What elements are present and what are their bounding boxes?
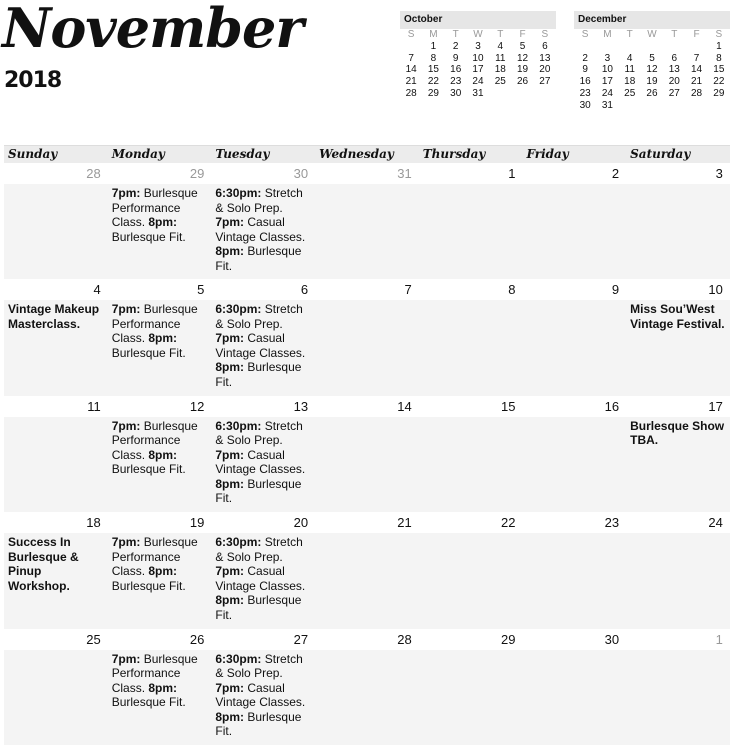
day-number: 12 xyxy=(189,398,205,414)
day-number: 5 xyxy=(197,282,205,298)
event-title: 8pm: xyxy=(215,593,245,608)
mini-day: 27 xyxy=(668,87,680,99)
event-description: Casual Vintage Classes. xyxy=(215,564,306,593)
day-cell xyxy=(522,533,626,628)
day-cell xyxy=(4,300,108,395)
day-cell xyxy=(4,417,108,512)
day-number: 29 xyxy=(189,166,205,181)
mini-day xyxy=(685,100,707,112)
mini-day: 1 xyxy=(716,40,722,52)
mini-day: 25 xyxy=(494,76,506,88)
day-cell xyxy=(626,300,730,395)
weekday-label: Thursday xyxy=(422,147,486,161)
event-description: Casual Vintage Classes. xyxy=(215,680,306,710)
day-number: 15 xyxy=(500,398,516,414)
mini-day: 26 xyxy=(516,76,529,88)
day-number: 13 xyxy=(293,398,309,414)
weekday-label: Friday xyxy=(526,147,569,161)
mini-day: 8 xyxy=(716,52,722,64)
day-number: 3 xyxy=(715,166,723,181)
mini-day: 24 xyxy=(601,87,613,99)
day-number: 25 xyxy=(86,631,101,647)
mini-day: 10 xyxy=(472,52,484,64)
mini-day: 4 xyxy=(626,52,633,64)
day-events-row xyxy=(4,184,730,279)
mini-week-row xyxy=(574,88,730,100)
day-number: 19 xyxy=(189,515,205,531)
weekday-label: Sunday xyxy=(8,147,58,161)
event-description: Casual Vintage Classes. xyxy=(215,331,306,360)
mini-day: 17 xyxy=(601,76,613,88)
week-row xyxy=(4,279,730,395)
month-grid xyxy=(4,145,730,745)
day-number: 4 xyxy=(93,282,101,298)
day-cell xyxy=(211,300,315,395)
day-number: 1 xyxy=(715,631,723,647)
event-title: Burlesque Show TBA. xyxy=(630,418,725,448)
event-description: Burlesque Performance Class. xyxy=(111,302,198,346)
day-number: 17 xyxy=(708,398,723,414)
event-title: 8pm: xyxy=(148,447,178,462)
mini-calendar-october xyxy=(400,11,556,100)
mini-day: 6 xyxy=(542,40,548,52)
mini-day: 11 xyxy=(495,52,506,64)
day-cell xyxy=(211,650,315,745)
mini-day xyxy=(685,41,707,53)
day-cell xyxy=(211,417,315,512)
mini-day: 13 xyxy=(539,52,551,64)
mini-day: 29 xyxy=(713,87,725,99)
day-cell xyxy=(522,650,626,745)
mini-weekday: W xyxy=(473,29,483,40)
mini-day xyxy=(489,88,511,100)
event-description: Stretch & Solo Prep. xyxy=(215,302,303,331)
mini-day: 30 xyxy=(450,87,462,99)
mini-day: 7 xyxy=(408,52,414,64)
mini-day: 20 xyxy=(539,64,551,76)
day-cell xyxy=(108,417,212,512)
event-title: 7pm: xyxy=(215,564,245,579)
event-title: 8pm: xyxy=(215,360,245,375)
event-title: 7pm: xyxy=(111,418,141,433)
day-number-row xyxy=(4,629,730,650)
mini-day: 10 xyxy=(601,64,613,76)
mini-day: 23 xyxy=(579,87,591,99)
mini-calendar-december xyxy=(574,11,730,112)
mini-day: 13 xyxy=(668,64,680,76)
day-number-row xyxy=(4,163,730,184)
mini-day: 18 xyxy=(494,64,506,76)
mini-day: 17 xyxy=(472,64,484,76)
event-description: Burlesque Performance Class. xyxy=(111,186,198,229)
mini-day: 31 xyxy=(472,87,484,99)
mini-day xyxy=(619,41,641,53)
day-number: 9 xyxy=(611,282,620,298)
mini-day xyxy=(534,88,556,100)
mini-day: 12 xyxy=(646,64,658,76)
mini-week-row xyxy=(400,64,556,76)
mini-day: 15 xyxy=(427,64,439,76)
mini-day: 5 xyxy=(519,40,526,52)
day-number-row xyxy=(4,512,730,533)
event-title: 6:30pm: xyxy=(215,418,262,433)
event-description: Stretch & Solo Prep. xyxy=(215,186,303,215)
day-number: 31 xyxy=(397,166,412,181)
mini-week-row xyxy=(400,53,556,65)
mini-week-row xyxy=(574,53,730,65)
event-description: Burlesque Fit. xyxy=(215,244,302,273)
year-label: 2018 xyxy=(4,68,62,93)
event-description: Stretch & Solo Prep. xyxy=(215,651,303,681)
day-cell xyxy=(4,650,108,745)
day-cell xyxy=(522,417,626,512)
mini-week-row xyxy=(574,100,730,112)
mini-week-row xyxy=(574,64,730,76)
event-title: 7pm: xyxy=(215,215,245,229)
mini-day: 24 xyxy=(472,76,484,88)
mini-day: 22 xyxy=(427,76,439,88)
mini-day: 16 xyxy=(579,76,591,88)
mini-weekday-row xyxy=(400,29,556,41)
day-cell xyxy=(315,533,419,628)
mini-day: 9 xyxy=(452,52,459,64)
day-cell xyxy=(522,300,626,395)
event-description: Burlesque Fit. xyxy=(215,593,302,622)
event-title: 7pm: xyxy=(111,302,141,317)
mini-day: 12 xyxy=(516,52,529,64)
day-number: 28 xyxy=(397,631,412,647)
weekday-label: Wednesday xyxy=(319,147,394,161)
mini-day: 31 xyxy=(601,99,613,111)
mini-day: 28 xyxy=(405,87,417,99)
mini-weekday: T xyxy=(452,29,459,40)
mini-day: 16 xyxy=(450,64,462,76)
day-number: 2 xyxy=(611,166,620,181)
event-title: 8pm: xyxy=(215,709,245,724)
day-events-row xyxy=(4,533,730,628)
week-row xyxy=(4,629,730,745)
event-description: Burlesque Fit. xyxy=(111,695,186,710)
event-title: 6:30pm: xyxy=(215,535,262,550)
day-cell xyxy=(419,650,523,745)
event-description: Burlesque Fit. xyxy=(215,476,302,506)
mini-day xyxy=(574,41,596,53)
day-number: 23 xyxy=(604,515,620,531)
mini-day xyxy=(641,100,663,112)
mini-weekday: S xyxy=(715,29,723,40)
mini-day: 5 xyxy=(649,52,655,64)
day-number-row xyxy=(4,396,730,417)
day-number: 10 xyxy=(708,282,723,298)
event-description: Casual Vintage Classes. xyxy=(215,215,306,244)
mini-day: 11 xyxy=(624,64,635,76)
month-title: November xyxy=(2,0,303,60)
event-title: 8pm: xyxy=(148,680,178,695)
mini-day: 2 xyxy=(452,40,459,52)
mini-day: 28 xyxy=(690,87,703,99)
event-description: Burlesque Fit. xyxy=(215,360,302,389)
week-row xyxy=(4,512,730,628)
day-cell xyxy=(419,417,523,512)
event-description: Stretch & Solo Prep. xyxy=(215,418,303,448)
mini-weekday: T xyxy=(626,29,633,40)
mini-day: 22 xyxy=(713,76,725,88)
event-title: 7pm: xyxy=(111,651,141,666)
day-cell xyxy=(315,300,419,395)
day-number: 26 xyxy=(189,631,205,647)
event-description: Burlesque Fit. xyxy=(111,229,186,244)
mini-day xyxy=(641,41,663,53)
day-number: 30 xyxy=(604,631,620,647)
event-description: Burlesque Performance Class. xyxy=(111,535,198,579)
day-cell xyxy=(626,184,730,279)
day-cell xyxy=(419,533,523,628)
day-number: 22 xyxy=(500,515,516,531)
day-number: 7 xyxy=(404,282,412,298)
day-cell xyxy=(4,184,108,279)
mini-weekday: S xyxy=(541,29,549,40)
event-title: 7pm: xyxy=(111,535,141,550)
mini-day: 4 xyxy=(497,40,504,52)
event-title: Vintage Makeup Masterclass. xyxy=(8,302,100,331)
mini-day: 6 xyxy=(671,52,678,64)
day-number: 24 xyxy=(708,515,723,531)
day-cell xyxy=(315,650,419,745)
mini-weekday: F xyxy=(693,29,700,40)
mini-day: 30 xyxy=(579,99,591,111)
event-description: Casual Vintage Classes. xyxy=(215,447,306,477)
mini-calendar-title: October xyxy=(400,11,556,29)
mini-weekday-row xyxy=(574,29,730,41)
day-cell xyxy=(315,417,419,512)
mini-day: 8 xyxy=(430,52,437,64)
day-cell xyxy=(211,533,315,628)
day-cell xyxy=(626,417,730,512)
mini-day xyxy=(663,41,685,53)
event-title: 8pm: xyxy=(148,564,178,579)
event-title: 8pm: xyxy=(148,215,178,229)
day-number: 6 xyxy=(300,282,309,298)
mini-weekday: S xyxy=(581,29,589,40)
mini-weekday: W xyxy=(647,29,657,40)
mini-day: 23 xyxy=(450,76,462,88)
mini-week-row xyxy=(400,76,556,88)
day-number: 29 xyxy=(500,631,516,647)
mini-day: 19 xyxy=(646,76,658,88)
day-events-row xyxy=(4,417,730,512)
day-cell xyxy=(4,533,108,628)
mini-day xyxy=(596,41,618,53)
event-title: 8pm: xyxy=(215,244,245,258)
day-number: 30 xyxy=(293,166,309,181)
event-description: Burlesque Performance Class. xyxy=(111,418,198,462)
day-number: 11 xyxy=(87,398,101,414)
day-cell xyxy=(108,184,212,279)
mini-day xyxy=(619,100,641,112)
mini-week-row xyxy=(574,41,730,53)
week-row xyxy=(4,396,730,512)
mini-day: 7 xyxy=(693,52,700,64)
event-description: Burlesque Fit. xyxy=(111,345,186,360)
mini-day: 27 xyxy=(539,76,551,88)
event-title: 7pm: xyxy=(215,680,245,695)
mini-day: 25 xyxy=(624,87,636,99)
mini-weekday: M xyxy=(429,29,438,40)
day-events-row xyxy=(4,650,730,745)
mini-day: 14 xyxy=(405,64,417,76)
mini-day: 19 xyxy=(516,64,529,76)
weekday-header-row xyxy=(4,145,730,163)
day-number: 21 xyxy=(397,515,412,531)
event-description: Burlesque Fit. xyxy=(111,578,186,593)
event-title: 6:30pm: xyxy=(215,651,262,666)
event-title: 6:30pm: xyxy=(215,186,262,200)
day-cell xyxy=(211,184,315,279)
day-number: 27 xyxy=(293,631,309,647)
mini-day: 21 xyxy=(405,76,417,88)
day-number: 28 xyxy=(86,166,101,181)
day-events-row xyxy=(4,300,730,395)
mini-day: 21 xyxy=(690,76,703,88)
mini-calendar-title: December xyxy=(574,11,730,29)
event-title: 8pm: xyxy=(215,476,245,491)
day-cell xyxy=(626,650,730,745)
event-description: Stretch & Solo Prep. xyxy=(215,535,303,564)
event-description: Burlesque Fit. xyxy=(111,462,186,477)
mini-weekday: T xyxy=(671,29,678,40)
event-title: 7pm: xyxy=(111,186,141,200)
event-description: Burlesque Fit. xyxy=(215,709,302,739)
mini-day: 26 xyxy=(646,87,658,99)
mini-day: 2 xyxy=(582,52,588,64)
mini-day: 29 xyxy=(427,87,439,99)
day-cell xyxy=(626,533,730,628)
day-number: 16 xyxy=(604,398,620,414)
mini-day: 14 xyxy=(690,64,703,76)
day-cell xyxy=(108,650,212,745)
mini-day xyxy=(400,41,422,53)
day-number: 18 xyxy=(86,515,101,531)
weekday-label: Monday xyxy=(111,147,165,161)
event-description: Burlesque Performance Class. xyxy=(111,651,198,695)
mini-day: 3 xyxy=(604,52,611,64)
mini-day: 18 xyxy=(624,76,636,88)
week-row xyxy=(4,163,730,279)
mini-weekday: F xyxy=(519,29,526,40)
day-number: 20 xyxy=(293,515,309,531)
day-number: 1 xyxy=(508,166,516,181)
day-cell xyxy=(522,184,626,279)
mini-day: 9 xyxy=(582,64,588,76)
mini-day: 20 xyxy=(668,76,680,88)
event-title: Miss Sou’West Vintage Festival. xyxy=(630,302,725,331)
mini-day xyxy=(708,100,730,112)
mini-week-row xyxy=(400,88,556,100)
day-cell xyxy=(108,300,212,395)
mini-day: 3 xyxy=(475,40,481,52)
day-number-row xyxy=(4,279,730,300)
event-title: 7pm: xyxy=(215,331,245,346)
mini-day xyxy=(663,100,685,112)
mini-day: 15 xyxy=(713,64,725,76)
mini-week-row xyxy=(400,41,556,53)
weekday-label: Tuesday xyxy=(215,147,270,161)
event-title: 8pm: xyxy=(148,331,178,346)
mini-day: 1 xyxy=(430,40,437,52)
mini-weekday: T xyxy=(497,29,504,40)
weekday-label: Saturday xyxy=(630,147,691,161)
day-number: 14 xyxy=(397,398,412,414)
mini-weekday: S xyxy=(407,29,415,40)
day-cell xyxy=(108,533,212,628)
mini-day xyxy=(511,88,533,100)
day-cell xyxy=(419,184,523,279)
day-cell xyxy=(315,184,419,279)
event-title: 6:30pm: xyxy=(215,302,262,317)
day-number: 8 xyxy=(508,282,516,298)
event-title: Success In Burlesque & Pinup Workshop. xyxy=(8,535,79,593)
event-title: 7pm: xyxy=(215,447,245,462)
day-cell xyxy=(419,300,523,395)
mini-weekday: M xyxy=(603,29,612,40)
mini-week-row xyxy=(574,76,730,88)
